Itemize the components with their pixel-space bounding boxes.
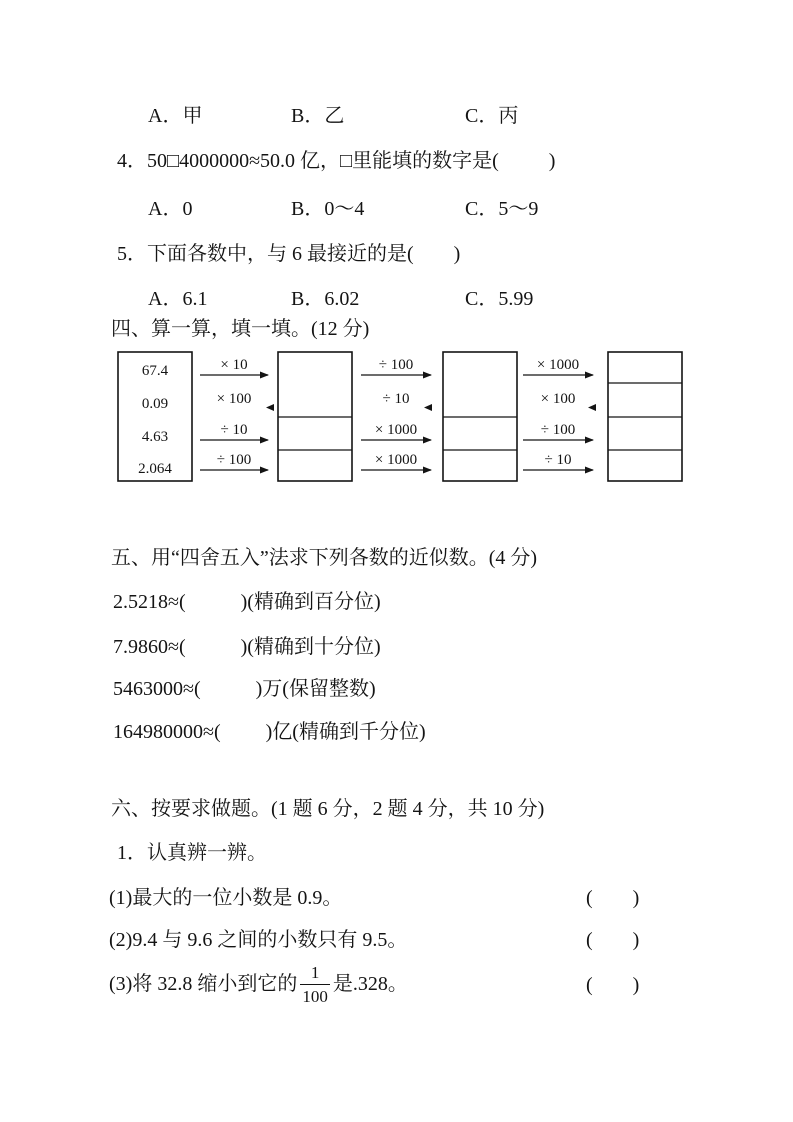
arrow-label-g1-r1: × 10 bbox=[220, 357, 248, 373]
judge-item-2-answer-blank: ( ) bbox=[586, 929, 640, 951]
q5-option-a: A．6.1 bbox=[148, 288, 208, 310]
section-4-title: 四、算一算，填一填。(12 分) bbox=[111, 318, 370, 340]
rounding-item-2: 7.9860≈( )(精确到十分位) bbox=[113, 636, 381, 658]
arrow-g3-r2 bbox=[588, 404, 596, 411]
arrow-label-g1-r2: × 100 bbox=[216, 391, 252, 407]
conversion-diagram bbox=[115, 346, 695, 488]
q4-option-c: C．5～9 bbox=[465, 198, 539, 220]
rounding-item-3: 5463000≈( )万(保留整数) bbox=[113, 678, 376, 700]
arrow-g2-r2 bbox=[424, 404, 432, 411]
arrow-label-g3-r3: ÷ 100 bbox=[540, 422, 576, 438]
judge-item-3-text-after: 是.328。 bbox=[332, 973, 408, 995]
judge-item-1-text: (1)最大的一位小数是 0.9。 bbox=[109, 887, 343, 909]
fraction-1-over-100 bbox=[300, 964, 330, 1005]
q3-option-b: B．乙 bbox=[291, 105, 345, 127]
arrow-label-g1-r3: ÷ 10 bbox=[220, 422, 248, 438]
q4-option-a: A．0 bbox=[148, 198, 193, 220]
section-6-title: 六、按要求做题。(1 题 6 分，2 题 4 分，共 10 分) bbox=[111, 798, 545, 820]
fraction-denominator: 100 bbox=[300, 984, 330, 1005]
arrow-label-g2-r1: ÷ 100 bbox=[378, 357, 414, 373]
q4-option-b: B．0～4 bbox=[291, 198, 365, 220]
question-4-text: 4．50□4000000≈50.0 亿，□里能填的数字是( ) bbox=[117, 150, 556, 172]
rounding-item-4: 164980000≈( )亿(精确到千分位) bbox=[113, 721, 426, 743]
arrow-label-g3-r2: × 100 bbox=[540, 391, 576, 407]
arrow-label-g3-r4: ÷ 10 bbox=[544, 452, 572, 468]
section-5-title: 五、用“四舍五入”法求下列各数的近似数。(4 分) bbox=[111, 547, 538, 569]
question-5-text: 5．下面各数中，与 6 最接近的是( ) bbox=[117, 243, 461, 265]
judge-item-1-answer-blank: ( ) bbox=[586, 887, 640, 909]
q3-option-a: A．甲 bbox=[148, 105, 203, 127]
judge-item-3-text bbox=[109, 958, 408, 1010]
q5-option-b: B．6.02 bbox=[291, 288, 360, 310]
section-6-subtitle: 1．认真辨一辨。 bbox=[117, 842, 267, 864]
judge-item-3-answer-blank: ( ) bbox=[586, 974, 640, 996]
arrow-g1-r2 bbox=[266, 404, 274, 411]
arrow-label-g2-r2: ÷ 10 bbox=[382, 391, 410, 407]
arrow-label-g2-r3: × 1000 bbox=[374, 422, 418, 438]
start-value-4: 2.064 bbox=[138, 461, 172, 477]
arrow-label-g2-r4: × 1000 bbox=[374, 452, 418, 468]
fraction-numerator: 1 bbox=[310, 962, 320, 982]
arrow-label-g3-r1: × 1000 bbox=[536, 357, 580, 373]
judge-item-2-text: (2)9.4 与 9.6 之间的小数只有 9.5。 bbox=[109, 929, 408, 951]
arrow-label-g1-r4: ÷ 100 bbox=[216, 452, 252, 468]
start-value-2: 0.09 bbox=[141, 396, 169, 412]
start-value-3: 4.63 bbox=[141, 429, 169, 445]
judge-item-3-text-before: (3)将 32.8 缩小到它的 bbox=[109, 973, 298, 995]
q5-option-c: C．5.99 bbox=[465, 288, 534, 310]
q3-option-c: C．丙 bbox=[465, 105, 519, 127]
rounding-item-1: 2.5218≈( )(精确到百分位) bbox=[113, 591, 381, 613]
start-value-1: 67.4 bbox=[141, 363, 169, 379]
